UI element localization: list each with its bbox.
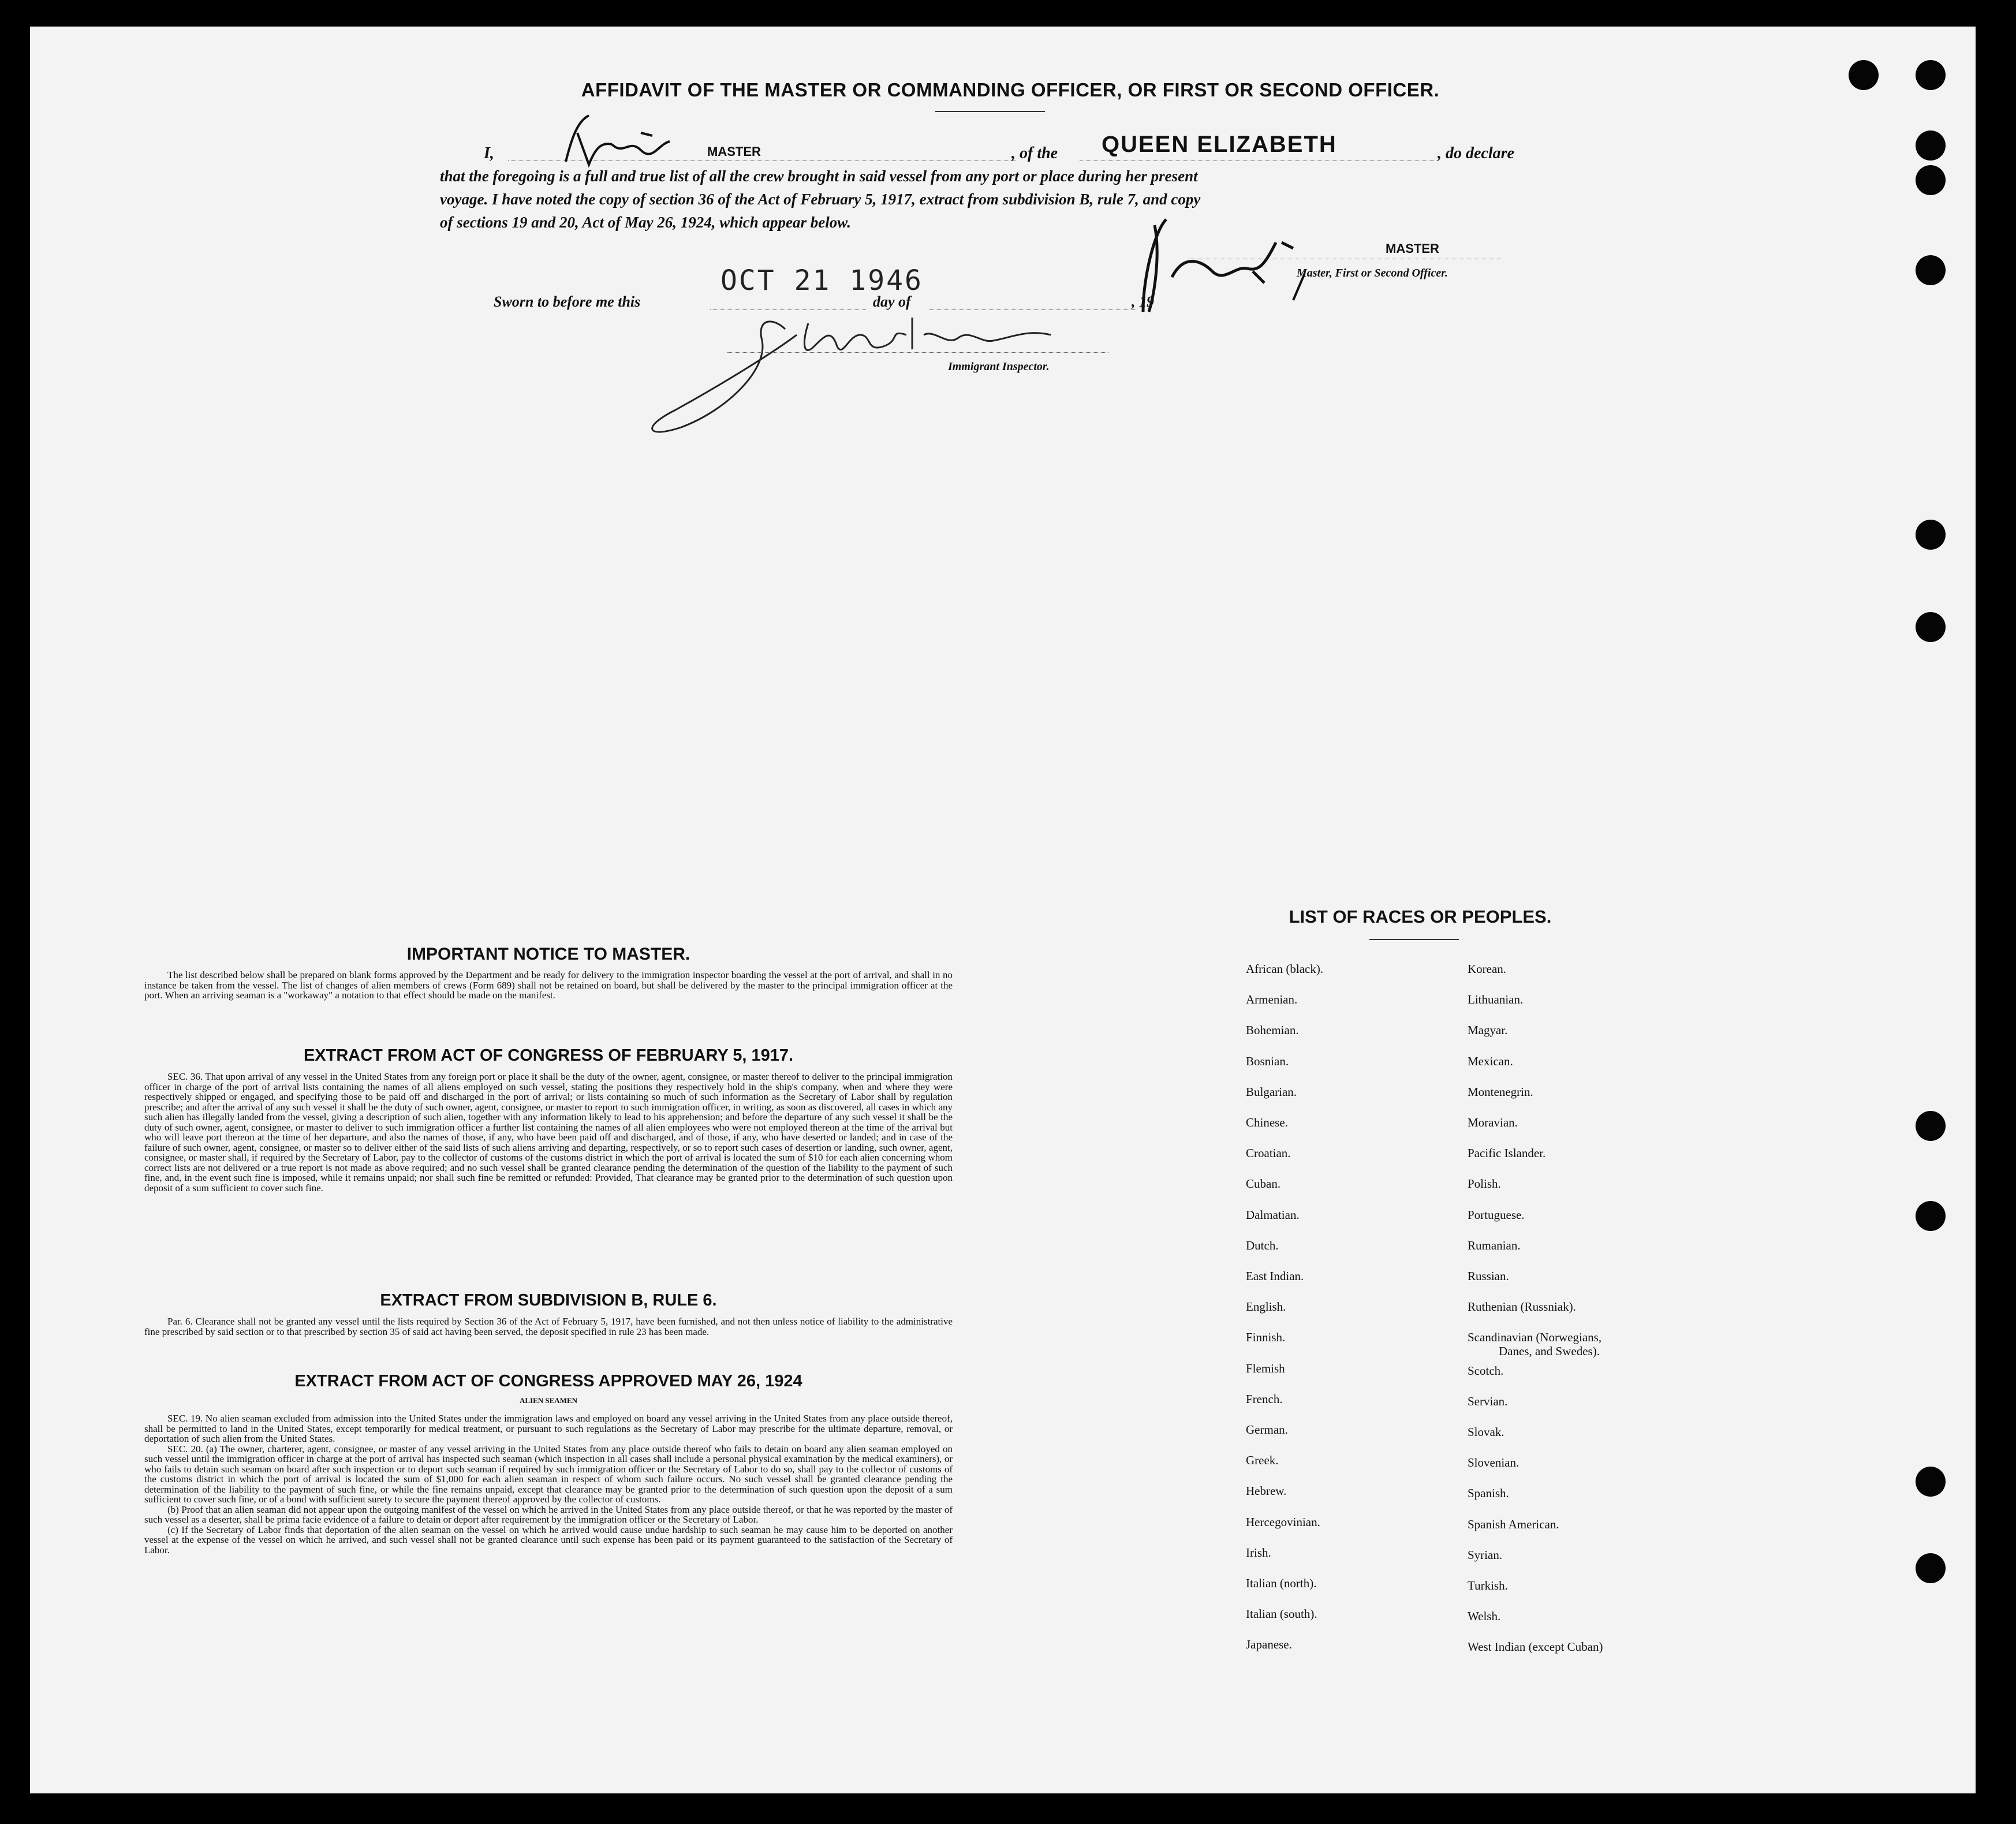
declaration-line-2: that the foregoing is a full and true list of all the crew brought in said vessel from any port or place during her present <box>440 167 1198 185</box>
do-declare-label: , do declare <box>1438 144 1514 162</box>
of-the-label: , of the <box>1011 144 1058 162</box>
races-title-underline <box>1369 939 1459 940</box>
race-item: Scotch. <box>1468 1363 1504 1378</box>
punch-hole <box>1916 60 1946 90</box>
race-item: East Indian. <box>1246 1269 1304 1283</box>
race-item: West Indian (except Cuban) <box>1468 1640 1603 1654</box>
races-title: LIST OF RACES OR PEOPLES. <box>1289 907 1552 927</box>
declaration-i: I, <box>484 144 494 162</box>
sworn-label: Sworn to before me this <box>494 293 641 310</box>
race-item: Bohemian. <box>1246 1023 1299 1038</box>
punch-hole <box>1916 1467 1946 1497</box>
sworn-date-stamp: OCT 21 1946 <box>720 264 923 297</box>
punch-hole <box>1916 1201 1946 1231</box>
notice-text <box>144 970 953 1001</box>
race-item: Magyar. <box>1468 1023 1508 1038</box>
rule-6-paragraph: Par. 6. Clearance shall not be granted any vessel until the lists required by Section 36 of the Act of February 5, 1917, have been furnished, and not then unless notice of liability to the administrative fine prescribed by said section or to that prescribed by section 35 of said act having been served, the deposit specified in rule 23 has been made. <box>144 1316 953 1337</box>
extract-1924-text <box>144 1413 953 1555</box>
declaration-line-3: voyage. I have noted the copy of section 36 of the Act of February 5, 1917, extract from subdivision B, rule 7, and copy <box>440 191 1201 208</box>
rule-6-title: EXTRACT FROM SUBDIVISION B, RULE 6. <box>380 1291 717 1310</box>
race-item: Mexican. <box>1468 1054 1513 1068</box>
signer-master-label: MASTER <box>1386 241 1439 256</box>
year-prefix: , 19 <box>1132 293 1154 310</box>
inspector-caption: Immigrant Inspector. <box>948 360 1050 373</box>
race-item: Italian (south). <box>1246 1607 1317 1621</box>
punch-hole <box>1916 255 1946 285</box>
race-item: Italian (north). <box>1246 1576 1317 1590</box>
race-item: English. <box>1246 1300 1286 1314</box>
race-item: Rumanian. <box>1468 1238 1521 1252</box>
race-item: Armenian. <box>1246 993 1298 1007</box>
punch-hole <box>1916 165 1946 195</box>
sec-19-paragraph: SEC. 19. No alien seaman excluded from admission into the United States under the immigration laws and employed on board any vessel arriving in the United States from any place outside thereof, shall be permitted to land in the United States, except temporarily for medical treatment, or pursuant to such regulations as the Secretary of Labor may prescribe for the ultimate departure, removal, or deportation of such alien from the United States. <box>144 1413 953 1444</box>
race-item: Japanese. <box>1246 1638 1292 1652</box>
punch-hole <box>1916 612 1946 642</box>
race-item: Cuban. <box>1246 1177 1281 1191</box>
race-item: Chinese. <box>1246 1116 1288 1129</box>
punch-hole <box>1916 130 1946 161</box>
race-item: Korean. <box>1468 962 1507 976</box>
extract-1917-text <box>144 1072 953 1193</box>
inspector-dotted-line <box>727 352 1108 353</box>
affidavit-title: AFFIDAVIT OF THE MASTER OR COMMANDING OFFICER, OR FIRST OR SECOND OFFICER. <box>581 79 1440 100</box>
race-item: Welsh. <box>1468 1609 1501 1624</box>
race-item: French. <box>1246 1392 1283 1406</box>
day-of-label: day of <box>873 293 911 310</box>
race-item: Scandinavian (Norwegians, <box>1468 1330 1602 1345</box>
master-label: MASTER <box>707 144 761 159</box>
race-item: Ruthenian (Russniak). <box>1468 1300 1576 1314</box>
race-item: Moravian. <box>1468 1116 1518 1129</box>
race-item: Polish. <box>1468 1177 1501 1191</box>
race-item: African (black). <box>1246 962 1324 976</box>
race-item: German. <box>1246 1423 1288 1437</box>
race-item: Hercegovinian. <box>1246 1515 1320 1529</box>
race-item: Croatian. <box>1246 1146 1291 1161</box>
race-item: Irish. <box>1246 1545 1271 1560</box>
race-item: Finnish. <box>1246 1330 1286 1345</box>
declaration-line-4: of sections 19 and 20, Act of May 26, 1924, which appear below. <box>440 214 851 231</box>
title-underline <box>935 111 1045 112</box>
punch-hole <box>1849 60 1879 90</box>
race-item: Russian. <box>1468 1269 1509 1283</box>
sec-20a-paragraph: SEC. 20. (a) The owner, charterer, agent, consignee, or master of any vessel arriving in the United States from any place outside thereof who fails to detain on board any alien seaman employed on such vessel until the immigration officer in charge at the port of arrival has inspected such seaman (which inspection in all cases shall include a personal physical examination by the medical examiners), or who fails to detain such seaman on board after such inspection or to deport such seaman if required by such immigration officer or the Secretary of Labor to do so, shall pay to the collector of customs of the customs district in which the port of arrival is located the sum of $1,000 for each alien seaman in respect of whom such failure occurs. No such vessel shall be granted clearance pending the determination of the liability to the payment of such fine, or while the fine remains unpaid, except that clearance may be granted prior to the determination of such question upon the deposit of a sum sufficient to cover such fine, or of a bond with sufficient surety to secure the payment thereof approved by the collector of customs. <box>144 1443 953 1505</box>
master-signature-top <box>554 110 693 173</box>
alien-seamen-subtitle: ALIEN SEAMEN <box>519 1396 578 1405</box>
sec-20c-paragraph: (c) If the Secretary of Labor finds that deportation of the alien seaman on the vessel on which he arrived would cause undue hardship to such seaman he may cause him to be deported on another vessel at the expense of the vessel on which he arrived, and such vessel shall not be granted clearance until such expense has been paid or its payment guaranteed to the satisfaction of the Secretary of Labor. <box>144 1524 953 1556</box>
race-item: Greek. <box>1246 1453 1279 1468</box>
race-item: Dutch. <box>1246 1238 1279 1252</box>
race-item: Portuguese. <box>1468 1207 1525 1222</box>
race-item: Turkish. <box>1468 1579 1508 1592</box>
extract-1917-title: EXTRACT FROM ACT OF CONGRESS OF FEBRUARY 5, 1917. <box>303 1046 794 1065</box>
race-item: Lithuanian. <box>1468 993 1524 1007</box>
race-item: Spanish American. <box>1468 1517 1559 1531</box>
race-item: Hebrew. <box>1246 1484 1287 1498</box>
punch-hole <box>1916 1553 1946 1583</box>
race-item: Spanish. <box>1468 1486 1509 1501</box>
race-item: Montenegrin. <box>1468 1084 1533 1099</box>
punch-hole <box>1916 1111 1946 1141</box>
extract-1917-paragraph: SEC. 36. That upon arrival of any vessel in the United States from any foreign port or place it shall be the duty of the owner, agent, consignee, or master thereof to deliver to the principal immigration officer in charge of the port of arrival lists containing the names of all aliens employed on such vessel, stating the positions they respectively hold in the ship's company, when and where they were respectively shipped or engaged, and specifying those to be paid off and discharged in the port of arrival; or lists containing so much of such information as the Secretary of Labor shall by regulation prescribe; and after the arrival of any such vessel it shall be the duty of such owner, agent, consignee, or master to report to such immigration officer, in writing, as soon as discovered, all cases in which any such alien has illegally landed from the vessel, giving a description of such alien, together with any information likely to lead to his apprehension; and before the departure of any such vessel it shall be the duty of such owner, agent, consignee, or master to deliver to such immigration officer a further list containing the names of all alien employees who were not employed thereon at the time of the arrival but who will leave port thereon at the time of her departure, and also the names of those, if any, who have been paid off and discharged, and of those, if any, who have deserted or landed; and in case of the failure of such owner, agent, consignee, or master so to deliver either of the said lists of such aliens arriving and departing, respectively, or so to report such cases of desertion or landing, such owner, agent, consignee, or master shall, if required by the Secretary of Labor, pay to the collector of customs of the customs district in which the port of arrival is located the sum of $10 for each alien concerning whom correct lists are not delivered or a true report is not made as above required; and no such vessel shall be granted clearance pending the determination of the question of the liability to the payment of such fine, and, in the event such fine is imposed, while it remains unpaid; nor shall such fine be remitted or refunded: Provided, That clearance may be granted prior to the determination of such question upon deposit of a sum sufficient to cover such fine. <box>144 1071 953 1193</box>
punch-hole <box>1916 520 1946 550</box>
signer-caption: Master, First or Second Officer. <box>1297 267 1448 279</box>
race-item: Bulgarian. <box>1246 1084 1297 1099</box>
race-item: Dalmatian. <box>1246 1207 1300 1222</box>
race-item: Slovenian. <box>1468 1456 1520 1470</box>
race-item: Servian. <box>1468 1394 1508 1408</box>
race-item: Slovak. <box>1468 1425 1504 1439</box>
race-item: Bosnian. <box>1246 1054 1289 1068</box>
sec-20b-paragraph: (b) Proof that an alien seaman did not appear upon the outgoing manifest of the vessel on which he arrived in the United States from any place outside thereof, or that he was reported by the master of such vessel as a deserter, shall be prima facie evidence of a failure to detain or deport after requirement by the immigration officer or the Secretary of Labor. <box>144 1504 953 1525</box>
race-item: Syrian. <box>1468 1547 1503 1562</box>
notice-paragraph: The list described below shall be prepared on blank forms approved by the Department and be ready for delivery to the immigration inspector boarding the vessel at the port of arrival, and shall in no instance be taken from the vessel. The list of changes of alien members of crews (Form 689) shall not be retained on board, but shall be delivered by the master to the principal immigration officer at the port. When an arriving seaman is a "workaway" a notation to that effect should be made on the manifest. <box>144 969 953 1001</box>
rule-6-text <box>144 1316 953 1337</box>
race-item: Pacific Islander. <box>1468 1146 1546 1161</box>
extract-1924-title: EXTRACT FROM ACT OF CONGRESS APPROVED MAY 26, 1924 <box>294 1372 802 1390</box>
scandinavian-continued: Danes, and Swedes). <box>1499 1344 1600 1358</box>
race-item: Flemish <box>1246 1361 1285 1375</box>
notice-title: IMPORTANT NOTICE TO MASTER. <box>406 945 690 964</box>
vessel-name: QUEEN ELIZABETH <box>1102 132 1337 157</box>
